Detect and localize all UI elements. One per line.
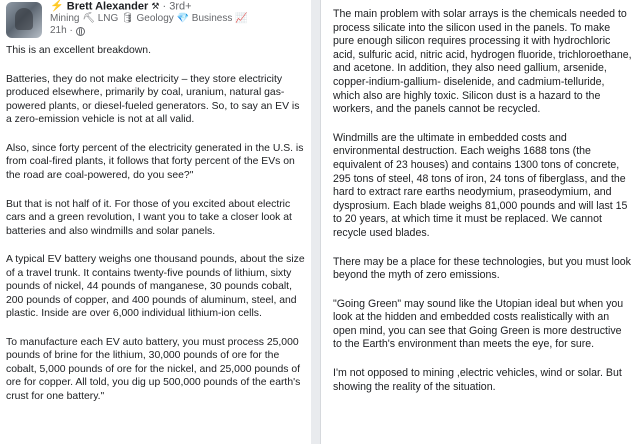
post-body-right: [333, 8, 632, 394]
post-time-text: 21h ·: [50, 25, 73, 37]
post-time: [50, 25, 248, 37]
post-right-column: [320, 0, 640, 444]
post-body-left: [6, 44, 305, 403]
post-paragraph: Also, since forty percent of the electricity generated in the U.S. is from coal-fired plants, it follows that forty percent of the EVs on the road are coal-powered, do you see?": [6, 143, 304, 181]
connection-degree: · 3rd+: [162, 0, 192, 13]
globe-icon: [76, 27, 85, 36]
post-paragraph: A typical EV battery weighs one thousand pounds, about the size of a travel trunk. It contains twenty-five pounds of lithium, sixty pounds of nickel, 44 pounds of manganese, 30 pounds cobalt, 200 pounds of copper, and 400 pounds of aluminum, steel, and plastic. Inside are over 6,000 individual lithium-ion cells.: [6, 254, 305, 320]
post-paragraph: The main problem with solar arrays is the chemicals needed to process silicate into the silicon used in the panels. To make pure enough silicon requires processing it with hydrochloric acid, sulfuric acid, nitric acid, hydrogen fluoride, trichloroethane, and acetone. In addition, they also need gallium, arsenide, copper-indium-gallium- diselenide, and cadmium-telluride, which also are highly toxic. Silicon dust is a hazard to the workers, and the panels cannot be recycled.: [333, 8, 632, 116]
post-left-column: [0, 0, 311, 444]
post-header: [6, 0, 305, 44]
author-info: [50, 0, 248, 37]
author-tags: Mining ⛏ LNG 🛢 Geology 💎 Business 📈: [50, 13, 248, 25]
post-paragraph: But that is not half of it. For those of you excited about electric cars and a green revolution, I want you to take a closer look at batteries and also windmills and solar panels.: [6, 198, 292, 237]
bolt-icon: ⚡: [50, 0, 64, 12]
post-paragraph: Windmills are the ultimate in embedded costs and environmental destruction. Each weighs 1688 tons (the equivalent of 23 houses) and contains 1300 tons of concrete, 295 tons of steel, 48 tons of iron, 24 tons of fiberglass, and the hard to extract rare earths neodymium, praseodymium, and dysprosium. Each blade weighs 81,000 pounds and will last 15 to 20 years, at which time it must be replaced. We cannot recycle used blades.: [333, 131, 628, 239]
author-line: [50, 0, 248, 13]
post-paragraph: Batteries, they do not make electricity – they store electricity produced elsewhere, primarily by coal, uranium, natural gas-powered plants, or diesel-fueled generators. So, to say an EV is a zero-emission vehicle is not at all valid.: [6, 73, 300, 126]
post-paragraph: I'm not opposed to mining ,electric vehicles, wind or solar. But showing the reality of the situation.: [333, 367, 622, 393]
avatar[interactable]: [6, 2, 42, 38]
post-paragraph: There may be a place for these technologies, but you must look beyond the myth of zero emissions.: [333, 255, 631, 282]
post-paragraph: "Going Green" may sound like the Utopian ideal but when you look at the hidden and embedded costs realistically with an open mind, you can see that Going Green is more destructive to the Earth's environment than meets the eye, for sure.: [333, 297, 624, 351]
post-paragraph: To manufacture each EV auto battery, you must process 25,000 pounds of brine for the lithium, 30,000 pounds of ore for the cobalt, 5,000 pounds of ore for the nickel, and 25,000 pounds of ore for copper. All told, you dig up 500,000 pounds of the earth's crust for one battery.": [6, 337, 301, 402]
post-paragraph: This is an excellent breakdown.: [6, 45, 151, 56]
author-name[interactable]: Brett Alexander: [66, 0, 149, 13]
hammer-pick-icon: ⚒: [151, 1, 160, 11]
